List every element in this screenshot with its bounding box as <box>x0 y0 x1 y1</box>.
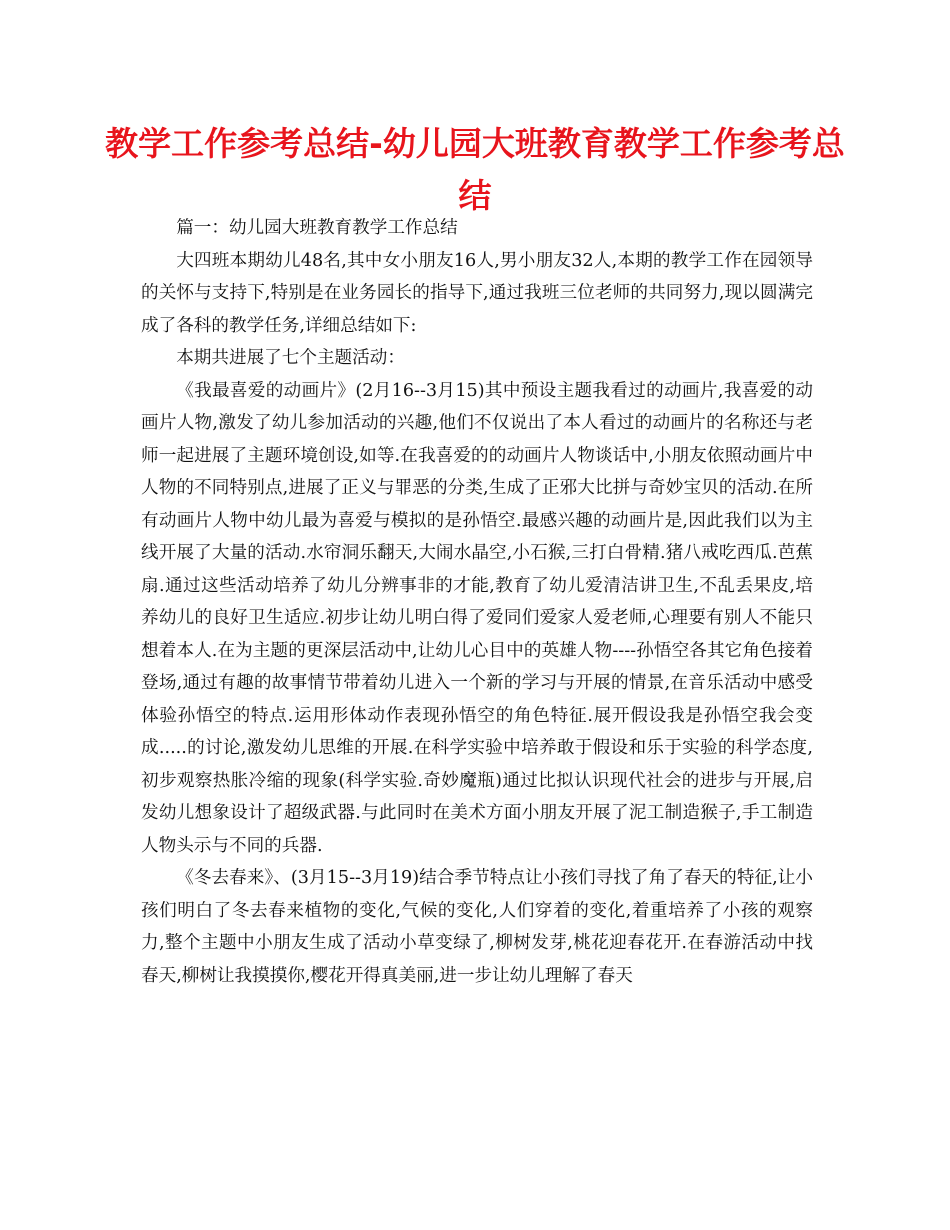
paragraph-activities-count: 本期共进展了七个主题活动： <box>176 348 405 368</box>
paragraph-intro: 大四班本期幼儿48名,其中女小朋友16人,男小朋友32人,本期的教学工作在园领导的关怀与支持下,特别是在业务园长的指导下,通过我班三位老师的共同努力,现以圆满完成了各科的教学任务,详细总结如下: <box>141 250 813 336</box>
paragraph-cartoon-theme: 《我最喜爱的动画片》(2月16--3月15)其中预设主题我看过的动画片,我喜爱的动画片人物,激发了幼儿参加活动的兴趣,他们不仅说出了本人看过的动画片的名称还与老师一起进展了主题环境创设,如等.在我喜爱的的动画片人物谈话中,小朋友依照动画片中人物的不同特别点,进展了正义与罪恶的分类,生成了正邪大比拼与奇妙宝贝的活动.在所有动画片人物中幼儿最为喜爱与模拟的是孙悟空.最感兴趣的动画片是,因此我们以为主线开展了大量的活动.水帘洞乐翻天,大闹水晶空,小石猴,三打白骨精.猪八戒吃西瓜.芭蕉扇.通过这些活动培养了幼儿分辨事非的才能,教育了幼儿爱清洁讲卫生,不乱丢果皮,培养幼儿的良好卫生适应.初步让幼儿明白得了爱同们爱家人爱老师,心理要有别人不能只想着本人.在为主题的更深层活动中,让幼儿心目中的英雄人物----孙悟空各其它角色接着登场,通过有趣的故事情节带着幼儿进入一个新的学习与开展的情景,在音乐活动中感受体验孙悟空的特点.运用形体动作表现孙悟空的角色特征.展开假设我是孙悟空我会变成.....的讨论,激发幼儿思维的开展.在科学实验中培养敢于假设和乐于实验的科学态度,初步观察热胀冷缩的现象(科学实验.奇妙魔瓶)通过比拟认识现代社会的进步与开展,启发幼儿想象设计了超级武器.与此同时在美术方面小朋友开展了泥工制造猴子,手工制造人物头示与不同的兵器. <box>141 380 813 856</box>
section-heading: 篇一：幼儿园大班教育教学工作总结 <box>176 218 458 238</box>
document-title: 教学工作参考总结-幼儿园大班教育教学工作参考总结 <box>105 124 845 215</box>
document-body <box>141 212 813 992</box>
paragraph-spring-theme: 《冬去春来》、(3月15--3月19)结合季节特点让小孩们寻找了角了春天的特征,让小孩们明白了冬去春来植物的变化,气候的变化,人们穿着的变化,着重培养了小孩的观察力,整个主题中小朋友生成了活动小草变绿了,柳树发芽,桃花迎春花开.在春游活动中找春天,柳树让我摸摸你,樱花开得真美丽,进一步让幼儿理解了春天 <box>141 868 813 986</box>
